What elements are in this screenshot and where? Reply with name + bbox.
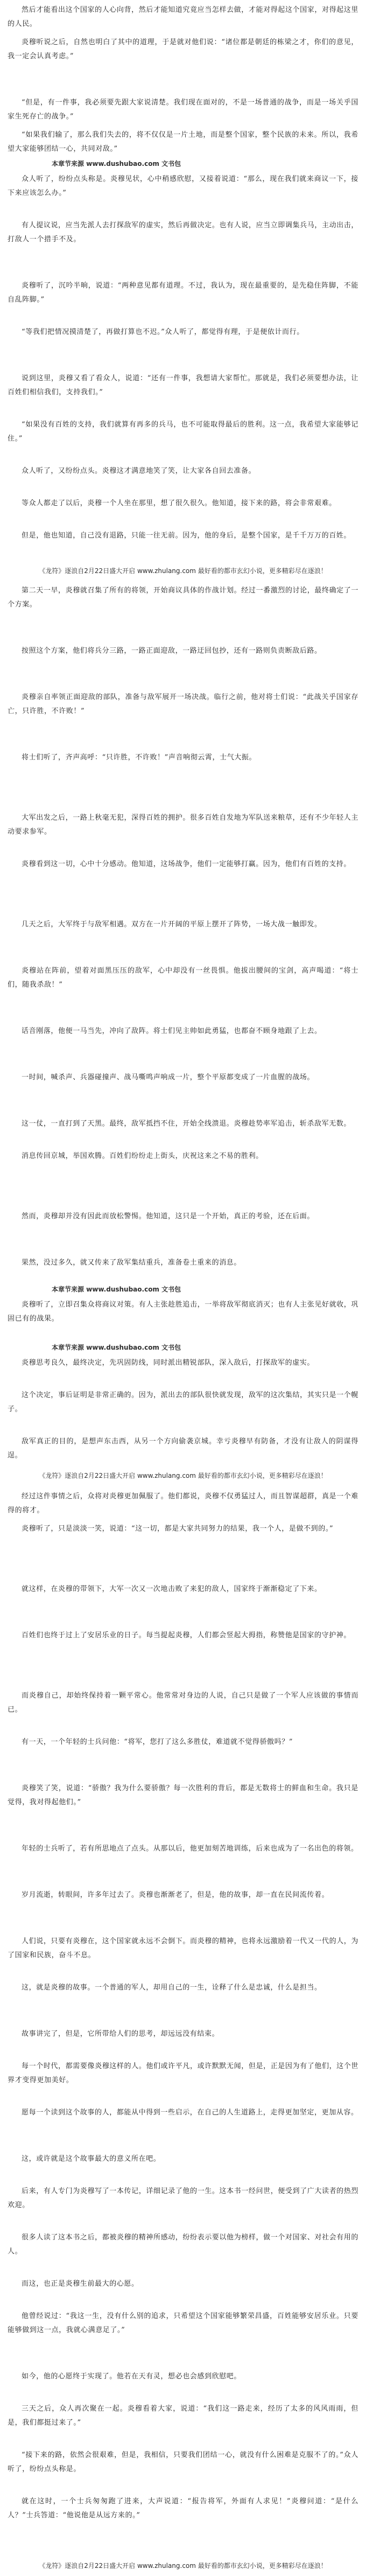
paragraph: 将士们听了，齐声高呼：“只许胜，不许败！”声音响彻云霄，士气大振。 [22, 753, 257, 762]
paragraph: “等我们把情况摸清楚了，再做打算也不迟。”众人听了，都觉得有理，于是便依计而行。 [22, 328, 304, 336]
paragraph: 众人听了，又纷纷点头。炎穆这才满意地笑了笑，让大家各自回去准备。 [22, 467, 256, 475]
paragraph: 炎穆听了，沉吟半晌，说道：“两种意见都有道理。不过，我认为，现在最重要的，是先稳住阵脚，不能自乱阵脚。” [8, 282, 358, 304]
paragraph: 人们说，只要有炎穆在，这个国家就永远不会倒下。而炎穆的精神，也将永远激励着一代又一代的人，为了国家和民族，奋斗不息。 [8, 1937, 358, 1959]
paragraph: 炎穆听了，立即召集众将商议对策。有人主张趁胜追击，一举将敌军彻底消灭；也有人主张见好就收，巩固已有的战果。 [8, 1301, 358, 1323]
paragraph: 每一个时代，都需要像炎穆这样的人。他们或许平凡，或许默默无闻，但是，正是因为有了他们，这个世界才变得更加美好。 [8, 2062, 358, 2084]
paragraph: 第二天一早，炎穆就召集了所有的将领，开始商议具体的作战计划。经过一番激烈的讨论，最终确定了一个方案。 [8, 587, 358, 609]
paragraph: “但是，有一件事，我必须要先跟大家说清楚。我们现在面对的，不是一场普通的战争，而是一场关乎国家生死存亡的战争。” [8, 99, 358, 121]
paragraph: 经过这件事情之后，众将对炎穆更加佩服了。他们都说，炎穆不仅勇猛过人，而且智谋超群，真是一个难得的将才。 [8, 1492, 358, 1514]
promo-banner-bottom: 《龙符》逐浪自2月22日盛大开启 www.zhulang.com 最好看的都市玄幻小说，更多精彩尽在逐浪！ [39, 2562, 327, 2570]
paragraph: 但是，他也知道，自己没有退路，只能一往无前。因为，他的身后，是整个国家，是千千万万的百姓。 [22, 532, 351, 540]
paragraph: “如果我们输了，那么我们失去的，将不仅仅是一片土地，而是整个国家，整个民族的未来。所以，我希望大家能够团结一心，共同对敌。” [8, 131, 358, 153]
paragraph: 就这样，在炎穆的带领下，大军一次又一次地击败了来犯的敌人，国家终于渐渐稳定了下来。 [22, 1585, 322, 1593]
paragraph: 就在这时，一个士兵匆匆跑了进来，大声说道：“报告将军，外面有人求见！”炎穆问道：“是什么人？”士兵答道：“他说他是从远方来的。” [8, 2497, 358, 2519]
site-watermark: 本章节来源 www.dushubao.com 文书包 [52, 1344, 181, 1351]
paragraph: 果然，没过多久，就又传来了敌军集结重兵，准备卷土重来的消息。 [22, 1259, 242, 1267]
paragraph: 消息传回京城，举国欢腾。百姓们纷纷走上街头，庆祝这来之不易的胜利。 [22, 1152, 263, 1160]
promo-banner-middle: 《龙符》逐浪自2月22日盛大开启 www.zhulang.com 最好看的都市玄幻小说，更多精彩尽在逐浪！ [39, 1472, 327, 1479]
paragraph: 炎穆亲自率领正面迎敌的部队，准备与敌军展开一场决战。临行之前，他对将士们说：“此战关乎国家存亡，只许胜，不许败！” [8, 693, 358, 715]
paragraph: 有人提议说，应当先派人去打探敌军的虚实，然后再做决定。也有人说，应当立即调集兵马，主动出击，打敌人一个措手不及。 [8, 221, 358, 243]
paragraph: 话音刚落，他便一马当先，冲向了敌阵。将士们见主帅如此勇猛，也都奋不顾身地跟了上去。 [22, 1027, 322, 1035]
site-watermark: 本章节来源 www.dushubao.com 文书包 [52, 1286, 181, 1293]
paragraph: 一时间，喊杀声、兵器碰撞声、战马嘶鸣声响成一片，整个平原都变成了一片血腥的战场。 [22, 1073, 315, 1081]
paragraph: 然后才能看出这个国家的人心向背，然后才能知道究竟应当怎样去做，才能对得起这个国家，对得起这里的人民。 [8, 6, 358, 28]
paragraph: 炎穆站在阵前，望着对面黑压压的敌军，心中却没有一丝畏惧。他拔出腰间的宝剑，高声喝道：“将士们，随我杀敌！” [8, 967, 358, 989]
paragraph: 然而，炎穆却并没有因此而放松警惕。他知道，这只是一个开始，真正的考验，还在后面。 [22, 1212, 315, 1220]
paragraph: 炎穆思考良久，最终决定，先巩固防线，同时派出精锐部队，深入敌后，打探敌军的虚实。 [22, 1359, 315, 1367]
paragraph: 三天之后，众人再次聚在一起。炎穆看着大家，说道：“我们这一路走来，经历了太多的风风雨雨，但是，我们都挺过来了。” [8, 2405, 358, 2427]
paragraph: 他曾经说过：“我这一生，没有什么别的追求，只希望这个国家能够繁荣昌盛，百姓能够安居乐业。只要能够做到这一点，我就心满意足了。” [8, 2312, 358, 2334]
paragraph: 敌军真正的目的，是想声东击西，从另一个方向偷袭京城。幸亏炎穆早有防备，才没有让敌人的阴谋得逞。 [8, 1437, 358, 1460]
paragraph: 愿每一个读到这个故事的人，都能从中得到一些启示，在自己的人生道路上，走得更加坚定，更加从容。 [22, 2109, 358, 2117]
paragraph: 故事讲完了，但是，它所带给人们的思考，却远远没有结束。 [22, 2030, 220, 2038]
paragraph: 岁月流逝，转眼间，许多年过去了。炎穆也渐渐老了，但是，他的故事，却一直在民间流传着。 [22, 1891, 329, 1899]
paragraph: 炎穆听说之后，自然也明白了其中的道理，于是就对他们说：“诸位都是朝廷的栋梁之才，你们的意见，我一定会认真考虑。” [8, 38, 358, 60]
paragraph: 这一仗，一直打到了天黑。最终，敌军抵挡不住，开始全线溃退。炎穆趁势率军追击，斩杀敌军无数。 [22, 1120, 351, 1128]
promo-banner-top: 《龙符》逐浪自2月22日盛大开启 www.zhulang.com 最好看的都市玄幻小说，更多精彩尽在逐浪！ [39, 567, 327, 575]
paragraph: 这，就是炎穆的故事。一个普通的军人，却用自己的一生，诠释了什么是忠诚，什么是担当。 [22, 1984, 322, 1992]
paragraph: 有一天，一个年轻的士兵问他：“将军，您打了这么多胜仗，难道就不觉得骄傲吗？” [22, 1738, 293, 1746]
paragraph: 这，或许就是这个故事最大的意义所在吧。 [22, 2155, 161, 2163]
paragraph: 等众人都走了以后，炎穆一个人坐在那里，想了很久很久。他知道，接下来的路，将会非常艰难。 [22, 499, 336, 507]
paragraph: 按照这个方案，他们将兵分三路，一路正面迎敌，一路迂回包抄，还有一路则负责断敌后路。 [22, 647, 322, 655]
paragraph: 这个决定，事后证明是非常正确的。因为，派出去的部队很快就发现，敌军的这次集结，其实只是一个幌子。 [8, 1391, 358, 1413]
paragraph: 百姓们也终于过上了安居乐业的日子。每当提起炎穆，人们都会竖起大拇指，称赞他是国家的守护神。 [22, 1631, 351, 1639]
paragraph: 炎穆看到这一切，心中十分感动。他知道，这场战争，他们一定能够打赢。因为，他们有百姓的支持。 [22, 860, 351, 868]
paragraph: 很多人读了这本书之后，都被炎穆的精神所感动，纷纷表示要以他为榜样，做一个对国家、对社会有用的人。 [8, 2233, 358, 2256]
paragraph: 而炎穆自己，却始终保持着一颗平常心。他常常对身边的人说，自己只是做了一个军人应该做的事情而已。 [8, 1692, 358, 1714]
paragraph: 年轻的士兵听了，若有所思地点了点头。从那以后，他更加刻苦地训练，后来也成为了一名出色的将领。 [22, 1845, 358, 1853]
paragraph: 后来，有人专门为炎穆写了一本传记，详细记录了他的一生。这本书一经问世，便受到了广大读者的热烈欢迎。 [8, 2187, 358, 2209]
paragraph: 炎穆听了，只是淡淡一笑，说道：“这一切，都是大家共同努力的结果，我一个人，是做不到的。” [22, 1525, 334, 1533]
paragraph: 大军出发之后，一路上秋毫无犯，深得百姓的拥护。很多百姓自发地为军队送来粮草，还有不少年轻人主动要求参军。 [8, 814, 358, 836]
paragraph: 几天之后，大军终于与敌军相遇。双方在一片开阔的平原上摆开了阵势，一场大战一触即发。 [22, 920, 322, 929]
paragraph: 众人听了，纷纷点头称是。炎穆见状，心中稍感欣慰，又接着说道：“那么，现在我们就来商议一下，接下来应该怎么办。” [8, 175, 358, 197]
site-watermark: 本章节来源 www.dushubao.com 文书包 [52, 160, 181, 167]
paragraph: 而这，也正是炎穆生前最大的心愿。 [22, 2280, 139, 2288]
paragraph: 说到这里，炎穆又看了看众人，说道：“还有一件事，我想请大家帮忙。那就是，我们必须要想办法，让百姓们相信我们，支持我们。” [8, 374, 358, 396]
paragraph: “接下来的路，依然会很艰难，但是，我相信，只要我们团结一心，就没有什么困难是克服不了的。”众人听了，纷纷点头称是。 [8, 2451, 358, 2473]
paragraph: 炎穆笑了笑，说道：“骄傲？我为什么要骄傲？每一次胜利的背后，都是无数将士的鲜血和生命。我只是觉得，我对得起他们。” [8, 1784, 358, 1806]
paragraph: 如今，他的心愿终于实现了。他若在天有灵，想必也会感到欣慰吧。 [22, 2372, 242, 2380]
paragraph: “如果没有百姓的支持，我们就算有再多的兵马，也不可能取得最后的胜利。这一点，我希望大家能够记住。” [8, 421, 358, 443]
